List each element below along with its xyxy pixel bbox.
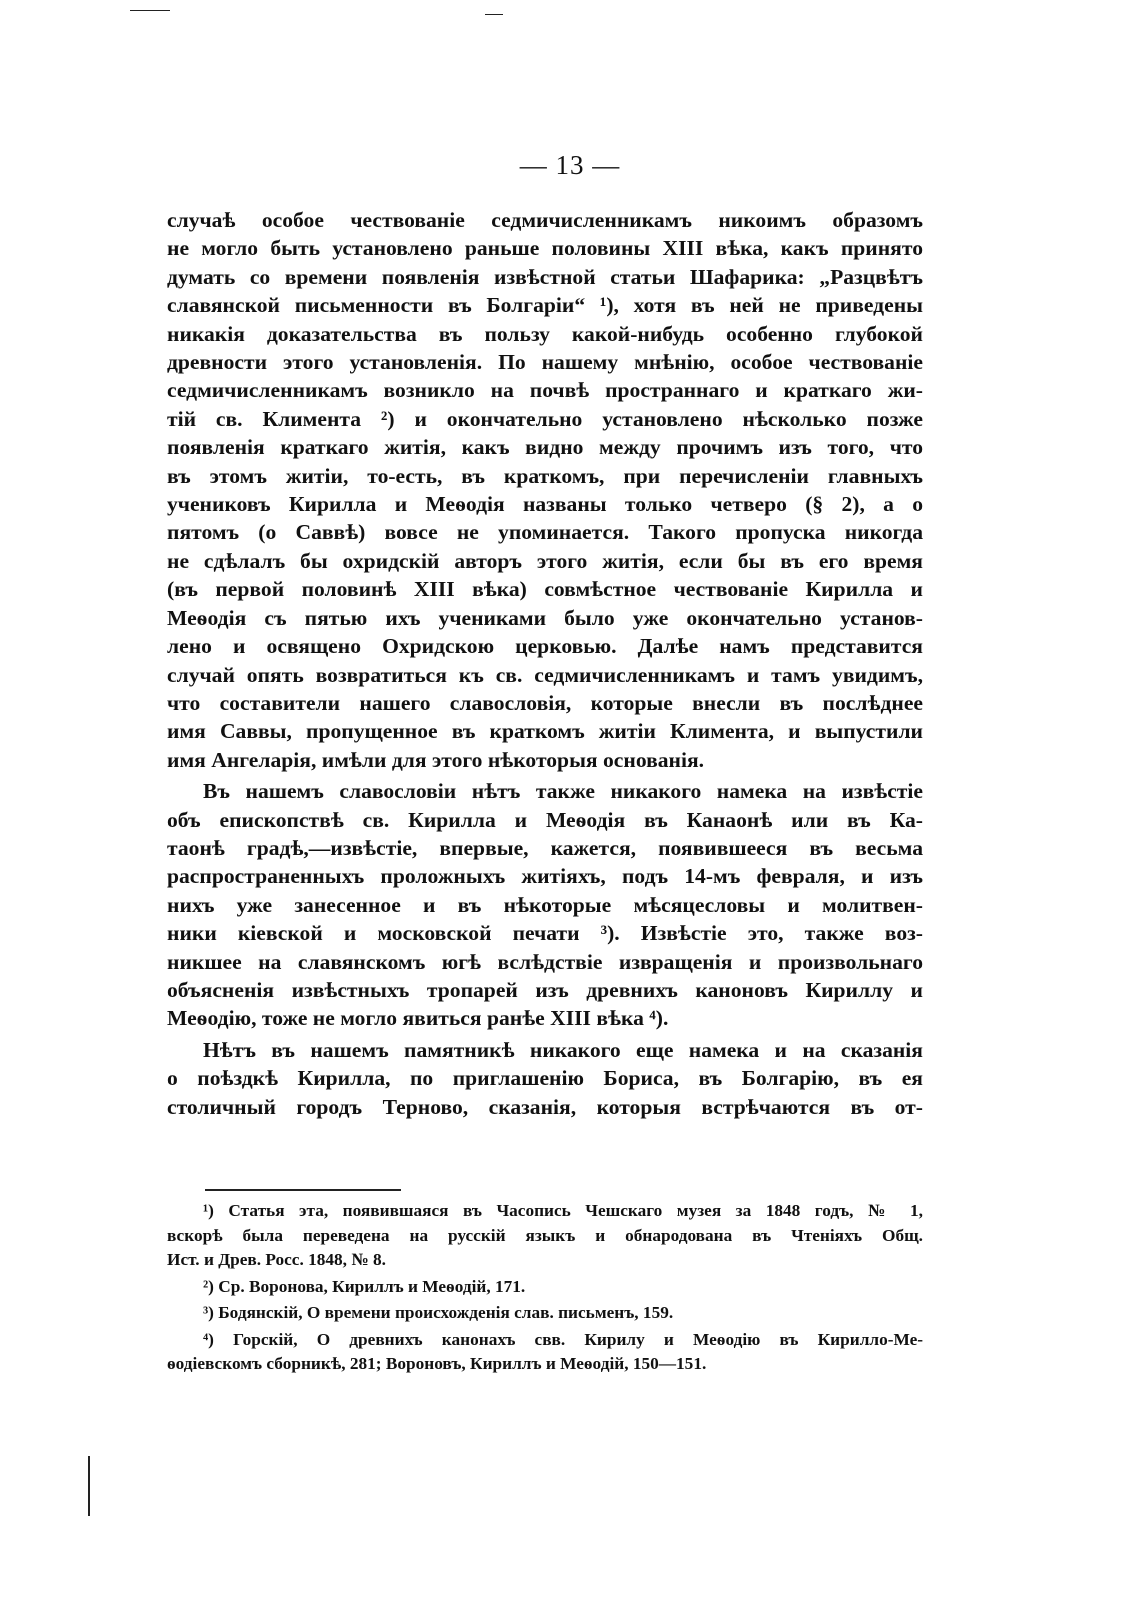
text-line: нихъ уже занесенное и въ нѣкоторые мѣсяцесловы и молитвен- (167, 892, 923, 917)
text-line: имя Ангеларія, имѣли для этого нѣкоторыя основанія. (167, 747, 705, 772)
footnote-divider (205, 1189, 401, 1191)
text-line: пятомъ (о Саввѣ) вовсе не упоминается. Такого пропуска никогда (167, 520, 923, 545)
scan-mark-left-edge (88, 1456, 90, 1516)
text-line: тій св. Климента ²) и окончательно установлено нѣсколько позже (167, 406, 923, 431)
text-line: появленія краткаго житія, какъ видно между прочимъ изъ того, что (167, 435, 923, 460)
text-line: столичный городъ Терново, сказанія, которыя встрѣчаются въ от- (167, 1094, 923, 1119)
text-line: не могло быть установлено раньше половины XIII вѣка, какъ принято (167, 236, 923, 261)
text-line: учениковъ Кирилла и Меѳодія названы только четверо (§ 2), а о (167, 492, 923, 517)
text-line: что составители нашего славословія, которые внесли въ послѣднее (167, 690, 923, 715)
footnote-line: ѳодіевскомъ сборникѣ, 281; Вороновъ, Кириллъ и Меѳодій, 150—151. (167, 1354, 707, 1373)
text-line: въ этомъ житіи, то-есть, въ краткомъ, при перечисленіи главныхъ (167, 463, 923, 488)
text-line: (въ первой половинѣ XIII вѣка) совмѣстное чествованіе Кирилла и (167, 577, 923, 602)
paragraph-1 (167, 206, 923, 774)
text-line: лено и освящено Охридскою церковью. Далѣе намъ представится (167, 634, 923, 659)
footnote-line: ⁴) Горскій, О древнихъ канонахъ свв. Кирилу и Меѳодію въ Кирилло-Ме- (203, 1329, 923, 1349)
text-line: Меѳодію, тоже не могло явиться ранѣе XIII вѣка ⁴). (167, 1006, 669, 1031)
scan-mark-top-2 (485, 14, 503, 15)
footnote-line: ²) Ср. Воронова, Кириллъ и Меѳодій, 171. (203, 1276, 526, 1296)
text-line: объясненія извѣстныхъ тропарей изъ древнихъ каноновъ Кириллу и (167, 977, 923, 1002)
footnote-line: ³) Бодянскій, О времени происхожденія слав. письменъ, 159. (203, 1303, 674, 1322)
text-line: Въ нашемъ славословіи нѣтъ также никакого намека на извѣстіе (203, 779, 923, 804)
footnote-line: вскорѣ была переведена на русскій языкъ и обнародована въ Чтеніяхъ Общ. (167, 1225, 923, 1245)
footnotes (167, 1199, 923, 1377)
text-line: не сдѣлалъ бы охридскій авторъ этого житія, если бы въ его время (167, 548, 923, 573)
footnote-3 (167, 1301, 923, 1326)
text-line: древности этого установленія. По нашему мнѣнію, особое чествованіе (167, 350, 923, 375)
text-line: таонѣ градѣ,—извѣстіе, впервые, кажется, появившееся въ весьма (167, 835, 923, 860)
text-line: седмичисленникамъ возникло на почвѣ пространнаго и краткаго жи- (167, 378, 923, 403)
text-line: никакія доказательства въ пользу какой-нибудь особенно глубокой (167, 321, 923, 346)
footnote-2 (167, 1275, 923, 1300)
text-line: имя Саввы, пропущенное въ краткомъ житіи Климента, и выпустили (167, 719, 923, 744)
text-line: Нѣтъ въ нашемъ памятникѣ никакого еще намека и на сказанія (203, 1037, 923, 1062)
footnote-line: Ист. и Древ. Росс. 1848, № 8. (167, 1250, 386, 1269)
scan-mark-top-1 (130, 10, 170, 11)
text-line: о поѣздкѣ Кирилла, по приглашенію Бориса, въ Болгарію, въ ея (167, 1066, 923, 1091)
text-line: славянской письменности въ Болгаріи“ ¹), хотя въ ней не приведены (167, 293, 923, 318)
main-text (167, 206, 923, 1121)
footnote-4 (167, 1328, 923, 1377)
page-number: — 13 — (519, 150, 621, 180)
text-line: ники кіевской и московской печати ³). Извѣстіе это, также воз- (167, 921, 923, 946)
text-line: объ епископствѣ св. Кирилла и Меѳодія въ Канаонѣ или въ Ка- (167, 807, 923, 832)
paragraph-2 (167, 777, 923, 1033)
paragraph-3 (167, 1036, 923, 1121)
footnote-line: ¹) Статья эта, появившаяся въ Часопись Чешскаго музея за 1848 годъ, № 1, (203, 1201, 923, 1220)
text-line: Меѳодія съ пятью ихъ учениками было уже окончательно установ- (167, 605, 923, 630)
footnote-1 (167, 1199, 923, 1273)
text-line: распространенныхъ проложныхъ житіяхъ, подъ 14-мъ февраля, и изъ (167, 864, 923, 889)
text-line: никшее на славянскомъ югѣ вслѣдствіе извращенія и произвольнаго (167, 949, 923, 974)
text-line: думать со времени появленія извѣстной статьи Шафарика: „Разцвѣтъ (167, 264, 923, 289)
text-line: случай опять возвратиться къ св. седмичисленникамъ и тамъ увидимъ, (167, 662, 923, 687)
text-line: случаѣ особое чествованіе седмичисленникамъ никоимъ образомъ (167, 208, 923, 232)
